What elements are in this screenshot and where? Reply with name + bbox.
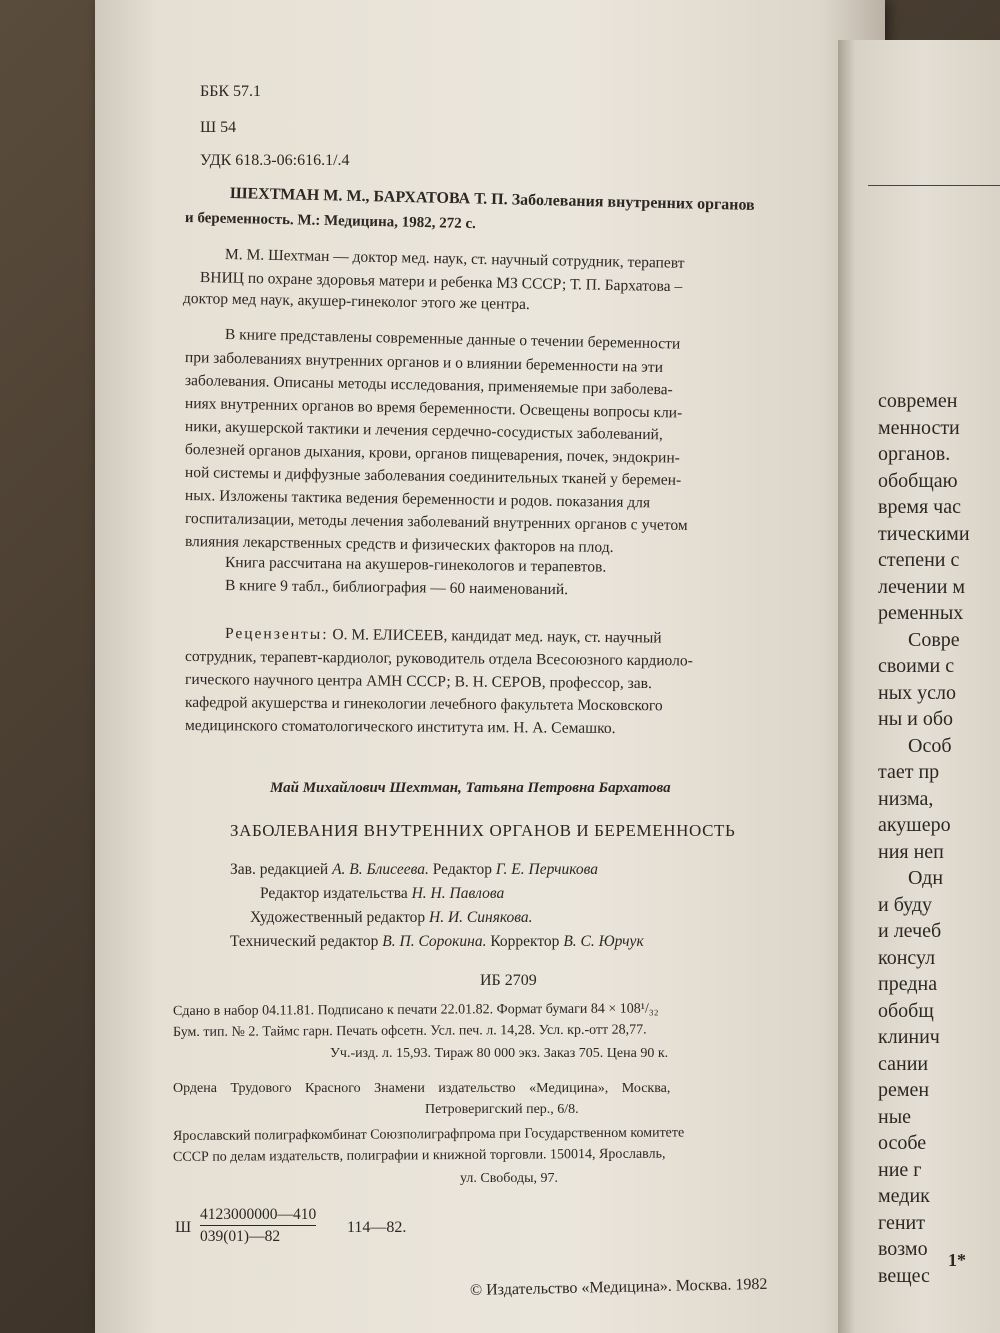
right-page-line: особе (878, 1132, 927, 1154)
authors-info-line: ВНИЦ по охране здоровья матери и ребенка МЗ СССР; Т. П. Бархатова – (199, 269, 683, 296)
book-title: ЗАБОЛЕВАНИЯ ВНУТРЕННИХ ОРГАНОВ И БЕРЕМЕННОСТЬ (230, 821, 736, 840)
authors-info-line: доктор мед наук, акушер-гинеколог этого же центра. (182, 290, 530, 314)
print-info-line: Бум. тип. № 2. Таймс гарн. Печать офсетн. Усл. печ. л. 14,28. Усл. кр.-отт 28,77. (172, 1022, 647, 1040)
header-rule (868, 185, 1000, 186)
right-page-line: современ (878, 390, 958, 412)
copyright: © Издательство «Медицина». Москва. 1982 (469, 1275, 768, 1299)
right-page-line: лечении м (878, 575, 966, 598)
abstract-line: болезней органов дыхания, крови, органов пищеварения, почек, эндокрин- (184, 441, 681, 467)
right-page-line: медик (878, 1185, 930, 1207)
right-page-line: клинич (878, 1026, 940, 1048)
right-page-line: предна (878, 973, 938, 995)
abstract-line: при заболеваниях внутренних органов и о влиянии беременности на эти (184, 349, 664, 377)
reviewers-line: сотрудник, терапевт-кардиолог, руководитель отдела Всесоюзного кардиоло- (184, 648, 693, 670)
right-page-line: обобщаю (878, 469, 958, 492)
ib-number: ИБ 2709 (480, 972, 537, 989)
editor-line: Зав. редакцией А. В. Блисеева. Редактор Г. Е. Перчикова (230, 861, 599, 878)
right-page-line: консул (878, 946, 936, 969)
right-page-line: акушеро (878, 814, 951, 836)
citation-line-2: и беременность. М.: Медицина, 1982, 272 с. (184, 210, 476, 233)
reviewers-line: кафедрой акушерства и гинекологии лечебного факультета Московского (184, 694, 663, 715)
left-page (95, 0, 885, 1333)
printer-line: СССР по делам издательств, полиграфии и книжной торговли. 150014, Ярославль, (172, 1146, 666, 1165)
abstract-line: ники, акушерской тактики и лечения сердечно-сосудистых заболеваний, (184, 418, 663, 444)
right-page-line: степени с (878, 549, 960, 571)
right-page-line: ремен (878, 1079, 930, 1101)
citation-line-1: ШЕХТМАН М. М., БАРХАТОВА Т. П. Заболевания внутренних органов (229, 185, 755, 214)
right-page-line: ния неп (878, 840, 944, 863)
abstract-line: ниях внутренних органов во время беременности. Освещены вопросы кли- (184, 395, 683, 422)
right-page-line: ны и обо (878, 708, 954, 730)
printer-line: ул. Свободы, 97. (460, 1171, 558, 1186)
code-denominator: 039(01)—82 (200, 1227, 281, 1245)
udk-code: УДК 618.3-06:616.1/.4 (200, 152, 350, 169)
bbk-code: ББК 57.1 (200, 83, 262, 100)
abstract-line: Книга рассчитана на акушеров-гинекологов и терапевтов. (224, 554, 607, 576)
abstract-line: ных. Изложены тактика ведения беременности и родов. показания для (184, 487, 651, 512)
author-mark: Ш 54 (200, 119, 237, 136)
full-authors: Май Михайлович Шехтман, Татьяна Петровна Бархатова (270, 780, 671, 796)
right-page-line: ние г (878, 1158, 922, 1181)
right-page-line: тическими (878, 522, 970, 545)
right-page-line: сании (878, 1052, 929, 1075)
right-page-line: ные (878, 1105, 912, 1128)
right-page-line: низма, (878, 787, 934, 810)
print-info-line: Уч.-изд. л. 15,93. Тираж 80 000 экз. Заказ 705. Цена 90 к. (330, 1046, 669, 1061)
code-fraction (200, 1207, 316, 1244)
right-page-line: и буду (878, 893, 933, 916)
right-page-line: органов. (878, 443, 951, 465)
publisher-line: Петроверигский пер., 6/8. (425, 1102, 579, 1117)
reviewers-line: медицинского стоматологического института им. Н. А. Семашко. (184, 717, 616, 738)
page-marker: 1* (948, 1250, 966, 1270)
code-suffix: 114—82. (347, 1219, 407, 1236)
right-page-line: время час (878, 496, 961, 518)
right-page-line: ременных (878, 602, 964, 624)
reviewers-label: Рецензенты: (224, 625, 329, 644)
right-page-line: своими с (878, 655, 955, 677)
editor-line: Технический редактор В. П. Сорокина. Корректор В. С. Юрчук (230, 933, 644, 950)
right-page-line: генит (878, 1211, 925, 1234)
right-page-line: вещес (878, 1264, 930, 1287)
abstract-line: влияния лекарственных средств и физических факторов на плод. (184, 533, 614, 556)
editor-line: Редактор издательства Н. Н. Павлова (260, 885, 505, 902)
right-page-line: Одн (908, 867, 944, 889)
abstract-line: В книге 9 табл., библиография — 60 наименований. (224, 577, 569, 599)
right-page-line: Особ (908, 734, 952, 757)
right-page-line: менности (878, 416, 960, 439)
abstract-line: заболевания. Описаны методы исследования, применяемые при заболева- (184, 372, 673, 399)
right-page-line: Совре (908, 628, 960, 651)
right-page-line: и лечеб (878, 920, 942, 942)
printer-line: Ярославский полиграфкомбинат Союзполиграфпрома при Государственном комитете (172, 1125, 685, 1144)
code-numerator: 4123000000—410 (200, 1207, 316, 1226)
abstract-line: В книге представлены современные данные о течении беременности (224, 326, 681, 353)
right-page-line: ных усло (878, 681, 956, 704)
authors-info-line: М. М. Шехтман — доктор мед. наук, ст. научный сотрудник, терапевт (224, 246, 685, 272)
reviewers-line: гического научного центра АМН СССР; В. Н. СЕРОВ, профессор, зав. (184, 671, 652, 693)
publisher-line: Ордена Трудового Красного Знамени издательство «Медицина», Москва, (173, 1081, 671, 1096)
editor-line: Художественный редактор Н. И. Синякова. (250, 909, 533, 926)
right-page-line: тает пр (878, 761, 940, 783)
right-page (838, 40, 1000, 1333)
code-prefix: Ш (175, 1219, 192, 1236)
abstract-line: ной системы и диффузные заболевания соединительных тканей у беремен- (184, 464, 682, 489)
reviewers-line: О. М. ЕЛИСЕЕВ, кандидат мед. наук, ст. научный (332, 626, 662, 647)
abstract-line: госпитализации, методы лечения заболеваний внутренних органов с учетом (184, 510, 688, 535)
right-page-line: обобщ (878, 999, 934, 1022)
print-info-line: Сдано в набор 04.11.81. Подписано к печати 22.01.82. Формат бумаги 84 × 108¹/₃₂ (172, 1001, 659, 1019)
right-page-line: возмо (878, 1238, 928, 1260)
